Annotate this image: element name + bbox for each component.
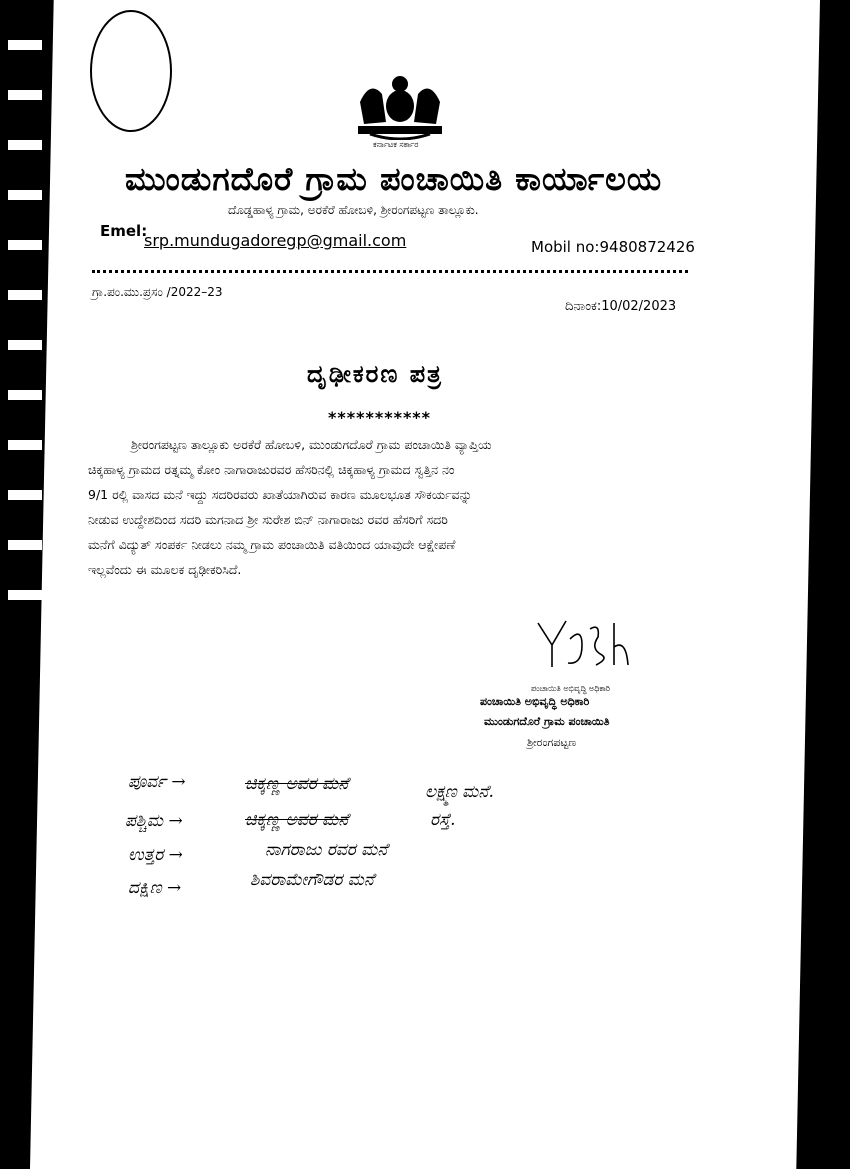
boundary-east-value: ಲಕ್ಷ್ಮಣ ಮನೆ. bbox=[425, 782, 494, 802]
body-line-4: ನೀಡುವ ಉದ್ದೇಶದಿಂದ ಸದರಿ ಮಗನಾದ ಶ್ರೀ ಸುರೇಶ ಬಿನ್ ನಾಗಾರಾಜು ರವರ ಹೆಸರಿಗೆ ಸದರಿ bbox=[88, 512, 448, 527]
body-line-2: ಚಿಕ್ಕಹಾಳ್ಯ ಗ್ರಾಮದ ರತ್ನಮ್ಮ ಕೋಂ ನಾಗಾರಾಜುರವರ ಹೆಸರಿನಲ್ಲಿ ಚಿಕ್ಕಹಾಳ್ಯ ಗ್ರಾಮದ ಸ್ವತ್ತಿನ ನಂ bbox=[88, 462, 455, 477]
boundary-south-label: ದಕ್ಷಿಣ → bbox=[128, 878, 182, 898]
designation-line-2: ಪಂಚಾಯಿತಿ ಅಭಿವೃದ್ಧಿ ಅಧಿಕಾರಿ bbox=[480, 695, 590, 708]
boundary-north-value: ನಾಗರಾಜು ರವರ ಮನೆ bbox=[265, 840, 388, 860]
boundary-east-label: ಪೂರ್ವ → bbox=[128, 772, 186, 792]
mobile-number: Mobil no:9480872426 bbox=[531, 238, 695, 256]
officer-signature bbox=[530, 615, 650, 675]
boundary-north-label: ಉತ್ತರ → bbox=[128, 845, 183, 865]
office-name: ಮುಂಡುಗದೊರೆ ಗ್ರಾಮ ಪಂಚಾಯಿತಿ ಕಾರ್ಯಾಲಯ bbox=[125, 160, 663, 198]
reference-number: ಗ್ರಾ.ಪಂ.ಮು.ಪ್ರಸಂ /2022–23 bbox=[92, 285, 223, 299]
government-emblem-icon bbox=[350, 72, 450, 140]
document-date: ದಿನಾಂಕ:10/02/2023 bbox=[565, 299, 677, 314]
title-separator: *********** bbox=[328, 408, 432, 427]
boundary-east-struck: ಚಿಕ್ಕಣ್ಣ ಅವರ ಮನೆ bbox=[245, 774, 349, 794]
body-line-3: 9/1 ರಲ್ಲಿ ವಾಸದ ಮನೆ ಇದ್ದು ಸದರಿರವರು ಖಾತೆಯಾಗಿರುವ ಕಾರಣ ಮೂಲಭೂತ ಸೌಕರ್ಯವನ್ನು bbox=[88, 487, 473, 502]
boundary-west-value: ರಸ್ತೆ. bbox=[430, 810, 456, 830]
body-line-5: ಮನೆಗೆ ವಿದ್ಯುತ್ ಸಂಪರ್ಕ ನೀಡಲು ನಮ್ಮ ಗ್ರಾಮ ಪಂಚಾಯಿತಿ ವತಿಯಿಂದ ಯಾವುದೇ ಆಕ್ಷೇಪಣೆ bbox=[88, 537, 456, 552]
designation-line-4: ಶ್ರೀರಂಗಪಟ್ಟಣ bbox=[527, 736, 577, 749]
email-link[interactable]: srp.mundugadoregp@gmail.com bbox=[144, 231, 407, 250]
body-line-6: ಇಲ್ಲವೆಂದು ಈ ಮೂಲಕ ದೃಢೀಕರಿಸಿದೆ. bbox=[88, 562, 242, 577]
body-line-1: ಶ್ರೀರಂಗಪಟ್ಟಣ ತಾಲ್ಲೂಕು ಅರಕೆರೆ ಹೋಬಳಿ, ಮುಂಡುಗದೊರೆ ಗ್ರಾಮ ಪಂಚಾಯಿತಿ ವ್ಯಾಪ್ತಿಯ bbox=[131, 437, 492, 452]
boundary-west-label: ಪಶ್ಚಿಮ → bbox=[125, 811, 183, 831]
designation-line-1: ಪಂಚಾಯಿತಿ ಅಭಿವೃದ್ಧಿ ಅಧಿಕಾರಿ bbox=[531, 684, 611, 693]
boundary-south-value: ಶಿವರಾಮೇಗೌಡರ ಮನೆ bbox=[250, 870, 375, 890]
email-label: Emel: bbox=[100, 222, 148, 240]
office-address: ದೊಡ್ಡಹಾಳ್ಯ ಗ್ರಾಮ, ಅರಕೆರೆ ಹೋಬಳಿ, ಶ್ರೀರಂಗಪಟ್ಟಣ ತಾಲ್ಲೂಕು. bbox=[228, 203, 479, 217]
office-seal-stamp bbox=[90, 10, 172, 132]
header-divider bbox=[92, 270, 688, 273]
designation-line-3: ಮುಂಡುಗದೊರೆ ಗ್ರಾಮ ಪಂಚಾಯಿತಿ bbox=[484, 715, 610, 728]
document-title: ದೃಢೀಕರಣ ಪತ್ರ bbox=[307, 360, 443, 388]
emblem-caption: ಕರ್ನಾಟಕ ಸರ್ಕಾರ bbox=[373, 140, 419, 149]
boundary-west-struck: ಚಿಕ್ಕಣ್ಣ ಅವರ ಮನೆ bbox=[245, 810, 349, 830]
